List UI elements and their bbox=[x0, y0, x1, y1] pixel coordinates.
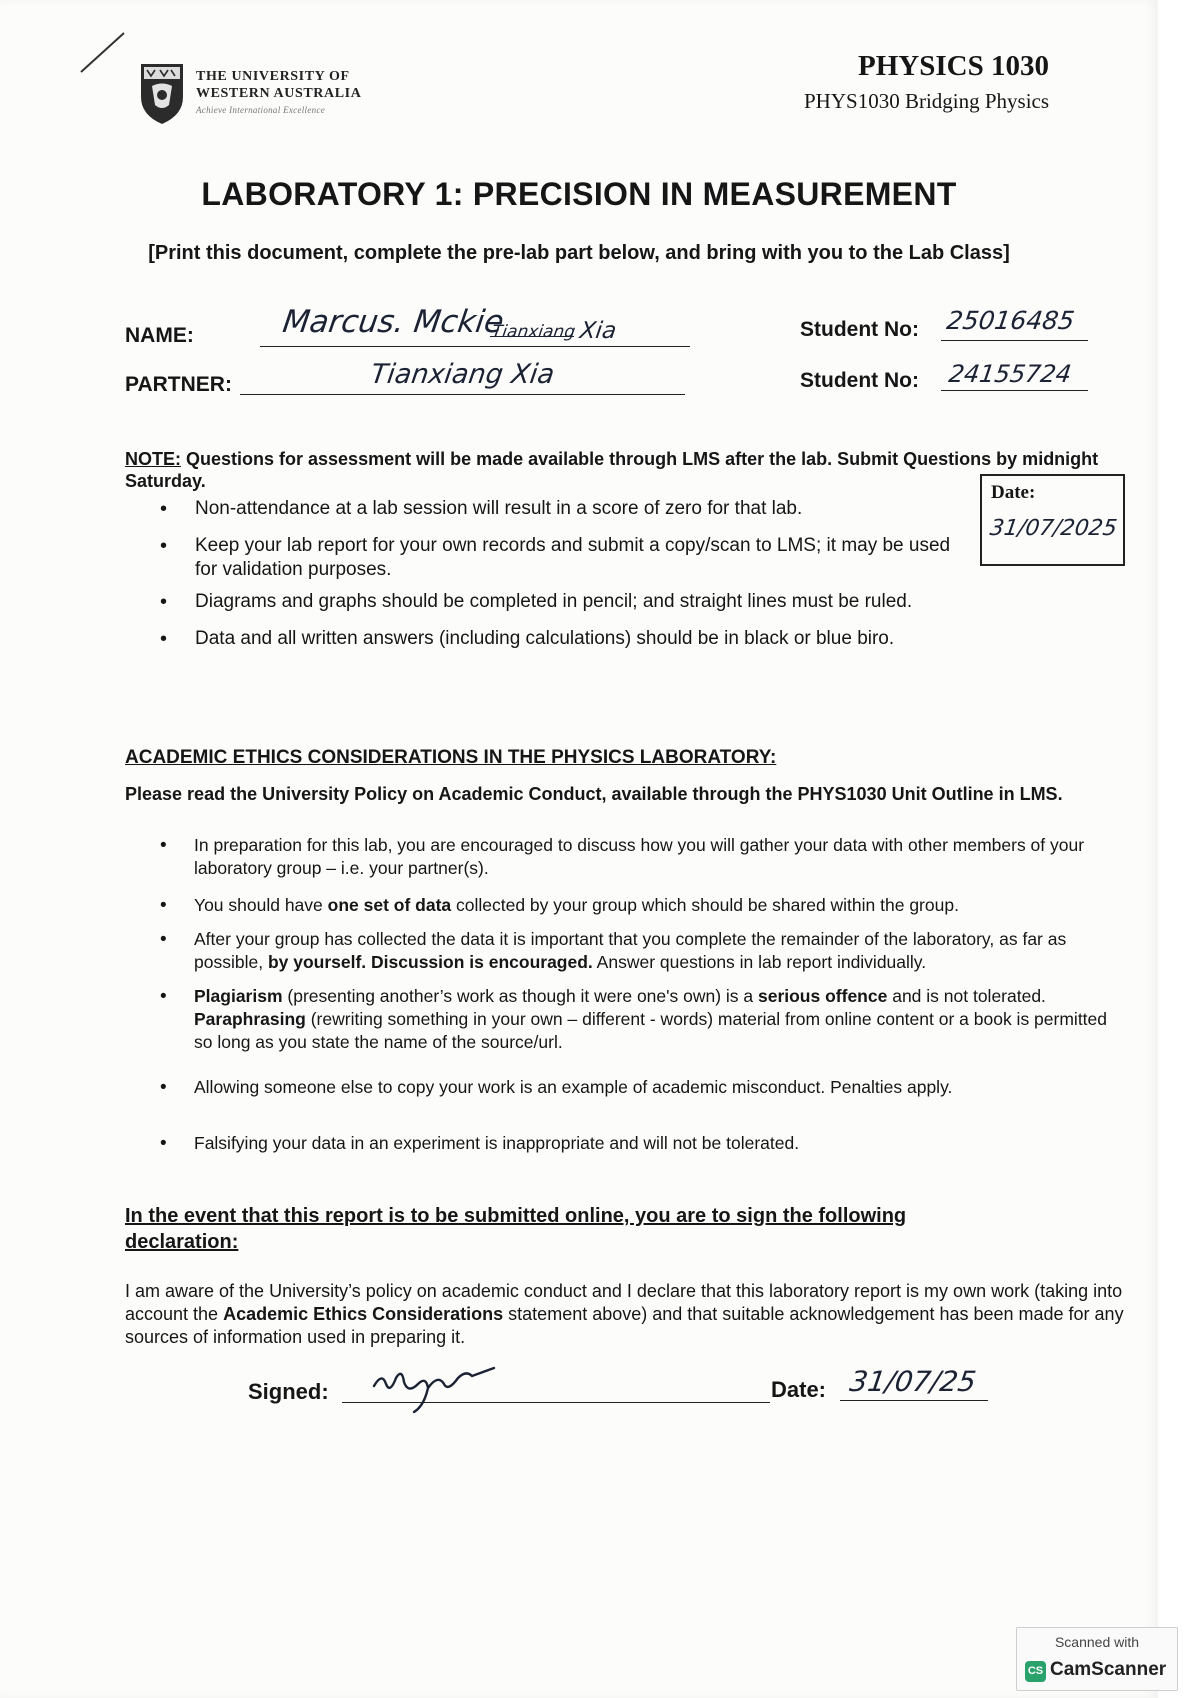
signed-date-label: Date: bbox=[771, 1377, 827, 1402]
declaration-text-part: statement above) and that suitable acknowledgement has been made for any sources of information used in preparing it. bbox=[125, 1304, 1124, 1347]
name-handwritten: Marcus. Mckie bbox=[280, 304, 506, 340]
note-list bbox=[160, 627, 1020, 651]
ethics-item-text: (presenting another’s work as though it were one's own) is a bbox=[282, 986, 758, 1006]
ethics-item-bold: one set of data bbox=[327, 895, 452, 915]
ethics-item-text: and is not tolerated. bbox=[887, 986, 1046, 1006]
signed-date-underline bbox=[840, 1400, 988, 1401]
ethics-item-text: You should have bbox=[194, 895, 328, 915]
declaration-text bbox=[125, 1280, 1130, 1349]
name-surname: Xia bbox=[578, 318, 619, 344]
ethics-item bbox=[160, 894, 1115, 917]
note-item: • Keep your lab report for your own records and submit a copy/scan to LMS; it may be used for validation purposes. bbox=[160, 534, 975, 582]
ethics-item-bold: Plagiarism bbox=[194, 986, 283, 1006]
ethics-list bbox=[160, 985, 1115, 1054]
note-list bbox=[160, 497, 980, 521]
ethics-item-bold: Discussion is encouraged. bbox=[371, 952, 593, 972]
partner-student-no-handwritten: 24155724 bbox=[947, 360, 1074, 388]
date-box bbox=[980, 474, 1125, 566]
date-box-label: Date: bbox=[991, 482, 1036, 503]
ethics-item bbox=[160, 928, 1115, 974]
university-crest-icon bbox=[138, 61, 186, 127]
student-no-label: Student No: bbox=[800, 318, 919, 341]
name-strikethrough bbox=[490, 336, 574, 337]
note-paragraph bbox=[125, 448, 1105, 492]
note-item: • Diagrams and graphs should be completed in pencil; and straight lines must be ruled. bbox=[160, 590, 1020, 614]
partner-student-no-underline bbox=[941, 390, 1088, 391]
partner-handwritten: Tianxiang Xia bbox=[368, 359, 557, 390]
ethics-list bbox=[160, 894, 1115, 917]
lab-title: LABORATORY 1: PRECISION IN MEASUREMENT bbox=[201, 176, 957, 212]
note-list bbox=[160, 534, 975, 582]
note-list bbox=[160, 590, 1020, 614]
partner-student-no-label: Student No: bbox=[800, 369, 919, 392]
note-item: • Non-attendance at a lab session will result in a score of zero for that lab. bbox=[160, 497, 980, 521]
ethics-item: • Allowing someone else to copy your work is an example of academic misconduct. Penalties apply. bbox=[160, 1076, 1115, 1099]
ethics-intro: Please read the University Policy on Academic Conduct, available through the PHYS1030 Unit Outline in LMS. bbox=[125, 784, 1063, 804]
camscanner-badge bbox=[1016, 1627, 1178, 1691]
ethics-item-bold: by yourself. bbox=[267, 952, 367, 972]
signed-label: Signed: bbox=[248, 1379, 329, 1404]
note-item: • Data and all written answers (including calculations) should be in black or blue biro. bbox=[160, 627, 1020, 651]
name-underline bbox=[260, 346, 690, 347]
camscanner-name: CamScanner bbox=[1050, 1659, 1167, 1680]
ethics-item bbox=[160, 985, 1115, 1054]
lab-instructions: [Print this document, complete the pre-lab part below, and bring with you to the Lab Class] bbox=[148, 242, 1010, 264]
partner-underline bbox=[240, 394, 685, 395]
name-struck-text: Tianxiang bbox=[490, 322, 577, 342]
ethics-item-bold: Paraphrasing bbox=[194, 1009, 306, 1029]
note-text: Questions for assessment will be made available through LMS after the lab. Submit Questions by midnight Saturday. bbox=[125, 449, 1099, 491]
ethics-list bbox=[160, 834, 1115, 880]
ethics-item-text: After your group has collected the data it is important that you complete the remainder of the laboratory, as far as possible, bbox=[194, 929, 1067, 972]
ethics-item: • Falsifying your data in an experiment is inappropriate and will not be tolerated. bbox=[160, 1132, 1115, 1155]
ethics-heading: ACADEMIC ETHICS CONSIDERATIONS IN THE PHYSICS LABORATORY: bbox=[125, 747, 777, 768]
university-name-line1: THE UNIVERSITY OF bbox=[196, 69, 350, 84]
signature-image bbox=[368, 1362, 500, 1414]
ethics-list bbox=[160, 928, 1115, 974]
university-motto: Achieve International Excellence bbox=[196, 105, 326, 115]
signed-date-handwritten: 31/07/25 bbox=[847, 1365, 979, 1398]
ethics-list bbox=[160, 1076, 1115, 1099]
ethics-item-text: (rewriting something in your own – different - words) material from online content or a book is permitted so long as you state the name of the source/url. bbox=[194, 1009, 1108, 1052]
pencil-mark-icon bbox=[78, 30, 128, 75]
partner-label: PARTNER: bbox=[125, 373, 232, 396]
declaration-text-part: I am aware of the University’s policy on academic conduct and I declare that this laboratory report is my own work (taking into account the bbox=[125, 1281, 1123, 1324]
university-name-line2: WESTERN AUSTRALIA bbox=[196, 86, 362, 101]
scanned-with-text: Scanned with bbox=[1054, 1634, 1140, 1650]
course-code: PHYSICS 1030 bbox=[858, 50, 1049, 82]
date-box-handwritten: 31/07/2025 bbox=[988, 516, 1119, 541]
ethics-list bbox=[160, 1132, 1115, 1155]
student-no-handwritten: 25016485 bbox=[944, 306, 1077, 335]
camscanner-logo-icon: CS bbox=[1025, 1661, 1046, 1682]
declaration-heading: In the event that this report is to be submitted online, you are to sign the following declaration: bbox=[125, 1205, 907, 1253]
ethics-item-text: collected by your group which should be shared within the group. bbox=[451, 895, 959, 915]
note-heading: NOTE: bbox=[125, 449, 181, 469]
name-label: NAME: bbox=[125, 324, 194, 347]
university-name bbox=[196, 68, 361, 115]
ethics-item: • In preparation for this lab, you are encouraged to discuss how you will gather your data with other members of your laboratory group – i.e. your partner(s). bbox=[160, 834, 1115, 880]
ethics-item-bold: serious offence bbox=[757, 986, 888, 1006]
ethics-item-text: Answer questions in lab report individually. bbox=[592, 952, 927, 972]
declaration-text-bold: Academic Ethics Considerations bbox=[223, 1304, 504, 1324]
course-name: PHYS1030 Bridging Physics bbox=[804, 89, 1050, 113]
student-no-underline bbox=[941, 340, 1088, 341]
